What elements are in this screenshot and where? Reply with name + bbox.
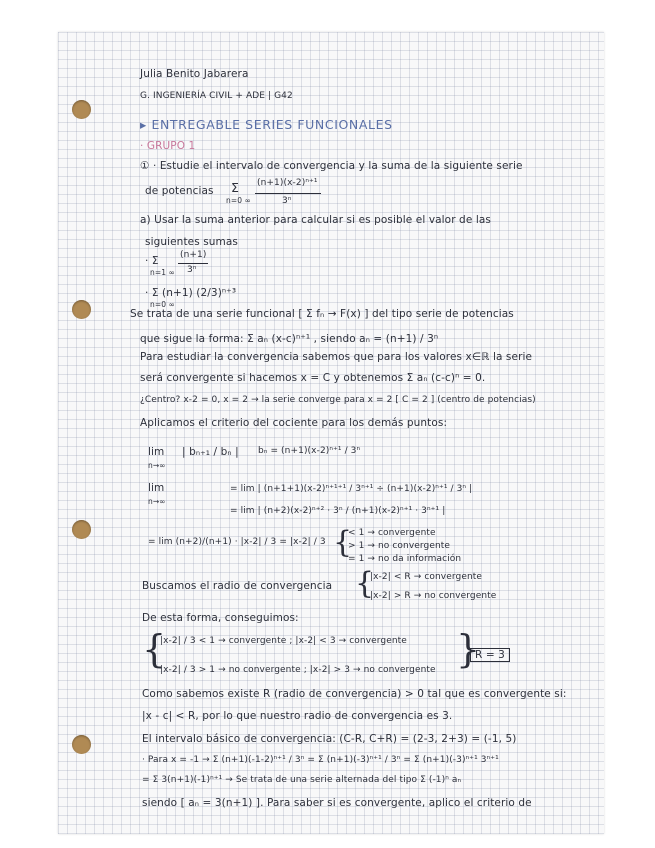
sum1-numerator: (n+1) bbox=[180, 250, 207, 260]
solution-line: |x - c| < R, por lo que nuestro radio de convergencia es 3. bbox=[142, 710, 453, 722]
solution-line: Se trata de una serie funcional [ Σ fₙ → F(x) ] del tipo serie de potencias bbox=[130, 308, 514, 320]
fraction-bar bbox=[178, 263, 208, 264]
conditions-brace: { bbox=[142, 627, 167, 671]
limit-subscript: n→∞ bbox=[148, 497, 166, 506]
radius-case: |x-2| < R → convergente bbox=[370, 572, 483, 582]
solution-line: Para estudiar la convergencia sabemos que para los valores x∈ℝ la serie bbox=[140, 351, 533, 363]
part-a-statement: siguientes sumas bbox=[145, 236, 238, 248]
endpoint-evaluation: · Para x = -1 → Σ (n+1)(-1-2)ⁿ⁺¹ / 3ⁿ = Σ (n+1)(-3)ⁿ⁺¹ / 3ⁿ = Σ (n+1)(-3)ⁿ⁺¹ 3ⁿ⁺¹ bbox=[142, 755, 499, 765]
sum1-sigma: · Σ bbox=[145, 255, 159, 267]
series-limits: n=0 ∞ bbox=[226, 196, 251, 205]
group-label: · GRUPO 1 bbox=[140, 140, 196, 152]
solution-line: Como sabemos existe R (radio de convergencia) > 0 tal que es convergente si: bbox=[142, 688, 567, 700]
page-title: ▸ ENTREGABLE SERIES FUNCIONALES bbox=[140, 117, 393, 132]
case-divergent: > 1 → no convergente bbox=[348, 541, 451, 551]
limit-label: lim bbox=[148, 446, 165, 458]
condition-convergent: |x-2| / 3 < 1 → convergente ; |x-2| < 3 → convergente bbox=[160, 636, 407, 646]
radius-result: R = 3 bbox=[470, 648, 510, 662]
ratio-step: = lim | (n+1+1)(x-2)ⁿ⁺¹⁺¹ / 3ⁿ⁺¹ ÷ (n+1)(x-2)ⁿ⁺¹ / 3ⁿ | bbox=[230, 484, 473, 494]
case-convergent: < 1 → convergente bbox=[348, 528, 436, 538]
sum1-denominator: 3ⁿ bbox=[187, 265, 197, 275]
bn-definition: bₙ = (n+1)(x-2)ⁿ⁺¹ / 3ⁿ bbox=[258, 446, 361, 456]
radius-case: |x-2| > R → no convergente bbox=[370, 591, 497, 601]
sum2-limits: n=0 ∞ bbox=[150, 300, 175, 309]
limit-subscript: n→∞ bbox=[148, 461, 166, 470]
solution-center-line: ¿Centro? x-2 = 0, x = 2 → la serie converge para x = 2 [ C = 2 ] (centro de potencias) bbox=[140, 395, 536, 405]
series-numerator: (n+1)(x-2)ⁿ⁺¹ bbox=[257, 178, 318, 188]
solution-line: El intervalo básico de convergencia: (C-R, C+R) = (2-3, 2+3) = (-1, 5) bbox=[142, 733, 517, 745]
case-inconclusive: = 1 → no da información bbox=[348, 554, 462, 564]
conditions-brace-right: } bbox=[456, 627, 481, 671]
radius-intro: Buscamos el radio de convergencia bbox=[142, 580, 333, 592]
sigma-symbol: Σ bbox=[231, 180, 240, 195]
ratio-expression: | bₙ₊₁ / bₙ | bbox=[182, 446, 239, 458]
ratio-step: = lim | (n+2)(x-2)ⁿ⁺² · 3ⁿ / (n+1)(x-2)ⁿ⁺¹ · 3ⁿ⁺¹ | bbox=[230, 506, 446, 516]
sum1-limits: n=1 ∞ bbox=[150, 268, 175, 277]
exercise-text: de potencias bbox=[145, 185, 214, 197]
radius-brace: { bbox=[355, 566, 375, 601]
solution-line: siendo [ aₙ = 3(n+1) ]. Para saber si es convergente, aplico el criterio de bbox=[142, 797, 532, 809]
endpoint-evaluation: = Σ 3(n+1)(-1)ⁿ⁺¹ → Se trata de una serie alternada del tipo Σ (-1)ⁿ aₙ bbox=[142, 775, 462, 785]
series-denominator: 3ⁿ bbox=[282, 196, 292, 206]
fraction-bar bbox=[255, 193, 321, 194]
solution-line: Aplicamos el criterio del cociente para los demás puntos: bbox=[140, 417, 448, 429]
binder-hole bbox=[72, 520, 91, 539]
exercise-statement: ① · Estudie el intervalo de convergencia y la suma de la siguiente serie bbox=[140, 160, 523, 172]
binder-hole bbox=[72, 735, 91, 754]
cases-brace: { bbox=[333, 525, 353, 560]
part-a-statement: a) Usar la suma anterior para calcular si es posible el valor de las bbox=[140, 214, 491, 226]
binder-hole bbox=[72, 100, 91, 119]
solution-line: que sigue la forma: Σ aₙ (x-c)ⁿ⁺¹ , siendo aₙ = (n+1) / 3ⁿ bbox=[140, 333, 439, 345]
course-line: G. INGENIERÍA CIVIL + ADE | G42 bbox=[140, 91, 293, 101]
solution-line: De esta forma, conseguimos: bbox=[142, 612, 299, 624]
solution-line: será convergente si hacemos x = C y obtenemos Σ aₙ (c-c)ⁿ = 0. bbox=[140, 372, 486, 384]
binder-hole bbox=[72, 300, 91, 319]
limit-label: lim bbox=[148, 482, 165, 494]
sum2-expression: · Σ (n+1) (2/3)ⁿ⁺³ bbox=[145, 287, 237, 299]
condition-divergent: |x-2| / 3 > 1 → no convergente ; |x-2| > 3 → no convergente bbox=[160, 665, 436, 675]
author-name: Julia Benito Jabarera bbox=[140, 68, 249, 80]
ratio-result: = lim (n+2)/(n+1) · |x-2| / 3 = |x-2| / 3 bbox=[148, 537, 326, 547]
